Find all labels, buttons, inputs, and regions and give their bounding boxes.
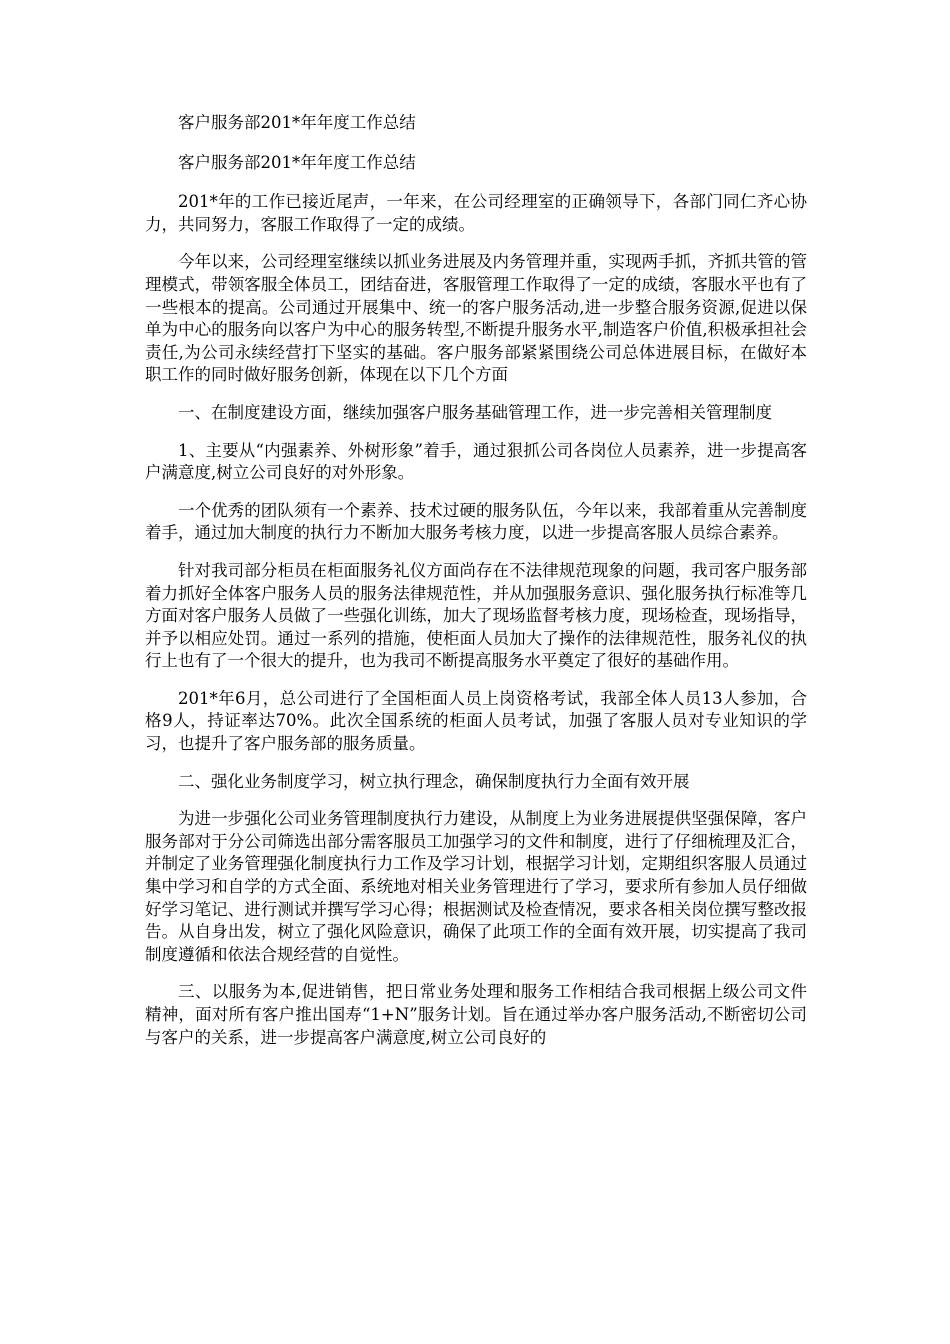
document-title: 客户服务部201*年年度工作总结 (178, 113, 416, 132)
document-page (145, 112, 807, 1064)
section-heading-2: 二、强化业务制度学习，树立执行理念，确保制度执行力全面有效开展 (178, 771, 690, 791)
document-subtitle: 客户服务部201*年年度工作总结 (178, 152, 416, 172)
paragraph-exam: 201*年6月，总公司进行了全国柜面人员上岗资格考试，我部全体人员13人参加，合格9人，持证率达70%。此次全国系统的柜面人员考试，加强了客服人员对专业知识的学习，也提升了客户服务部的服务质量。 (145, 688, 807, 754)
paragraph-item-1: 1、主要从“内强素养、外树形象”着手，通过狠抓公司各岗位人员素养，进一步提高客户满意度,树立公司良好的对外形象。 (145, 440, 807, 483)
paragraph-overview: 今年以来，公司经理室继续以抓业务进展及内务管理并重，实现两手抓，齐抓共管的管理模式，带领客服全体员工，团结奋进，客服管理工作取得了一定的成绩，客服水平也有了一些根本的提高。公司通过开展集中、统一的客户服务活动,进一步整合服务资源,促进以保单为中心的服务向以客户为中心的服务转型,不断提升服务水平,制造客户价值,积极承担社会责任,为公司永续经营打下坚实的基础。客户服务部紧紧围绕公司总体进展目标，在做好本职工作的同时做好服务创新，体现在以下几个方面 (145, 252, 807, 385)
paragraph-intro: 201*年的工作已接近尾声，一年来，在公司经理室的正确领导下，各部门同仁齐心协力，共同努力，客服工作取得了一定的成绩。 (145, 192, 807, 234)
paragraph-etiquette: 针对我司部分柜员在柜面服务礼仪方面尚存在不法律规范现象的问题，我司客户服务部着力抓好全体客户服务人员的服务法律规范性，并从加强服务意识、强化服务执行标准等几方面对客户服务人员做了一些强化训练，加大了现场监督考核力度，现场检查，现场指导，并予以相应处罚。通过一系列的措施，使柜面人员加大了操作的法律规范性，服务礼仪的执行上也有了一个很大的提升，也为我司不断提高服务水平奠定了很好的基础作用。 (145, 560, 807, 671)
paragraph-team: 一个优秀的团队须有一个素养、技术过硬的服务队伍，今年以来，我部着重从完善制度着手，通过加大制度的执行力不断加大服务考核力度，以进一步提高客服人员综合素养。 (145, 500, 807, 543)
section-heading-1: 一、在制度建设方面，继续加强客户服务基础管理工作，进一步完善相关管理制度 (178, 402, 772, 422)
section-heading-3: 三、以服务为本,促进销售，把日常业务处理和服务工作相结合我司根据上级公司文件精神，面对所有客户推出国寿“1+N”服务计划。旨在通过举办客户服务活动,不断密切公司与客户的关系，进一步提高客户满意度,树立公司良好的 (145, 982, 807, 1047)
paragraph-study: 为进一步强化公司业务管理制度执行力建设，从制度上为业务进展提供坚强保障，客户服务部对于分公司筛选出部分需客服员工加强学习的文件和制度，进行了仔细梳理及汇合，并制定了业务管理强化制度执行力工作及学习计划，根据学习计划，定期组织客服人员通过集中学习和自学的方式全面、系统地对相关业务管理进行了学习，要求所有参加人员仔细做好学习笔记、进行测试并撰写学习心得；根据测试及检查情况，要求各相关岗位撰写整改报告。从自身出发，树立了强化风险意识，确保了此项工作的全面有效开展，切实提高了我司制度遵循和依法合规经营的自觉性。 (145, 809, 807, 964)
